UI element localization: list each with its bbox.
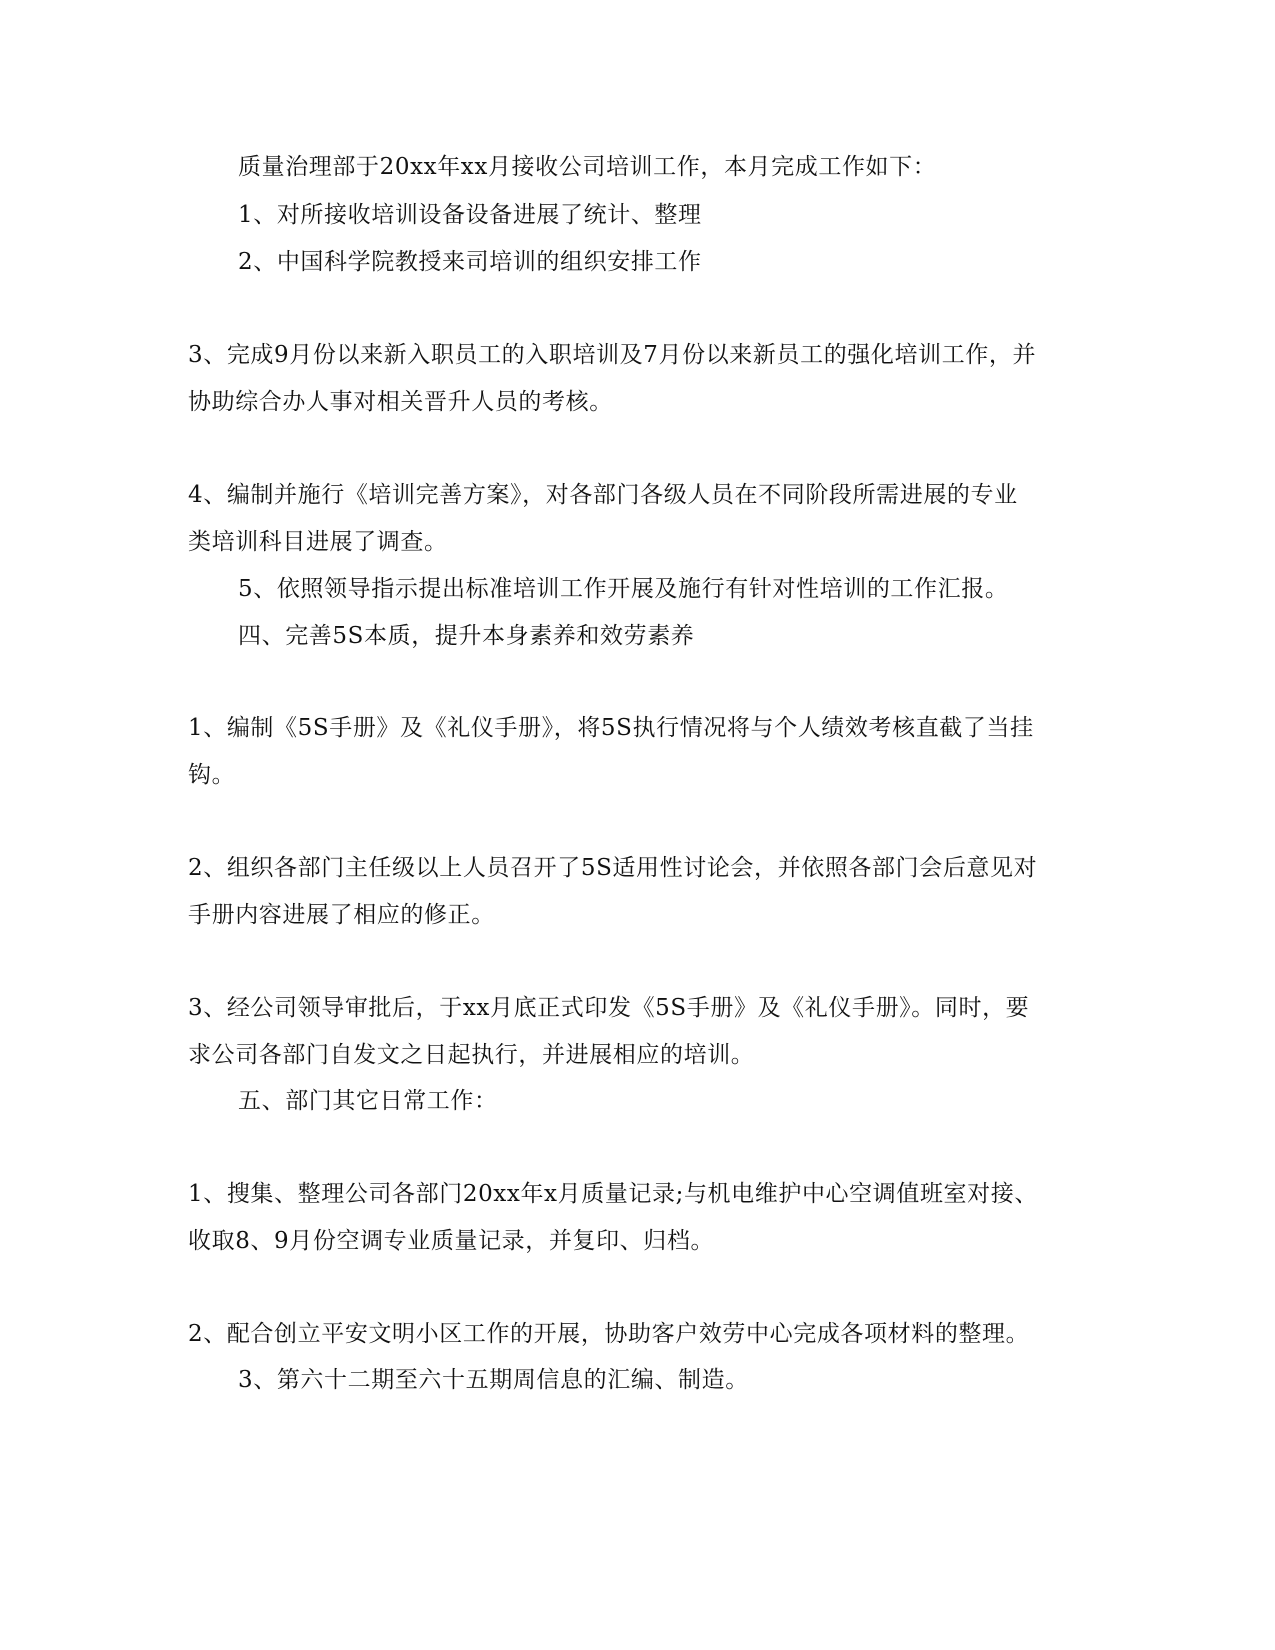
section-heading: 四、完善5S本质，提升本身素养和效劳素养: [238, 623, 695, 649]
text-line: 钩。: [188, 762, 236, 788]
text-line: 收取8、9月份空调专业质量记录，并复印、归档。: [188, 1228, 715, 1254]
text-line: 4、编制并施行《培训完善方案》，对各部门各级人员在不同阶段所需进展的专业: [188, 482, 1018, 508]
text-line: 3、第六十二期至六十五期周信息的汇编、制造。: [238, 1367, 749, 1393]
text-line: 协助综合办人事对相关晋升人员的考核。: [188, 389, 613, 415]
text-line: 1、对所接收培训设备设备进展了统计、整理: [238, 202, 702, 228]
text-line: 1、搜集、整理公司各部门20xx年x月质量记录;与机电维护中心空调值班室对接、: [188, 1181, 1038, 1207]
text-line: 2、组织各部门主任级以上人员召开了5S适用性讨论会，并依照各部门会后意见对: [188, 855, 1038, 881]
text-line: 手册内容进展了相应的修正。: [188, 902, 495, 928]
text-line: 3、经公司领导审批后，于xx月底正式印发《5S手册》及《礼仪手册》。同时，要: [188, 995, 1030, 1021]
text-line: 5、依照领导指示提出标准培训工作开展及施行有针对性培训的工作汇报。: [238, 576, 1009, 602]
text-line: 求公司各部门自发文之日起执行，并进展相应的培训。: [188, 1042, 755, 1068]
text-line: 3、完成9月份以来新入职员工的入职培训及7月份以来新员工的强化培训工作，并: [188, 342, 1037, 368]
text-line: 1、编制《5S手册》及《礼仪手册》，将5S执行情况将与个人绩效考核直截了当挂: [188, 715, 1034, 741]
text-line: 2、中国科学院教授来司培训的组织安排工作: [238, 249, 702, 275]
text-line: 质量治理部于20xx年xx月接收公司培训工作，本月完成工作如下：: [238, 154, 937, 180]
text-line: 类培训科目进展了调查。: [188, 529, 448, 555]
text-line: 2、配合创立平安文明小区工作的开展，协助客户效劳中心完成各项材料的整理。: [188, 1321, 1030, 1347]
section-heading: 五、部门其它日常工作：: [238, 1088, 498, 1114]
